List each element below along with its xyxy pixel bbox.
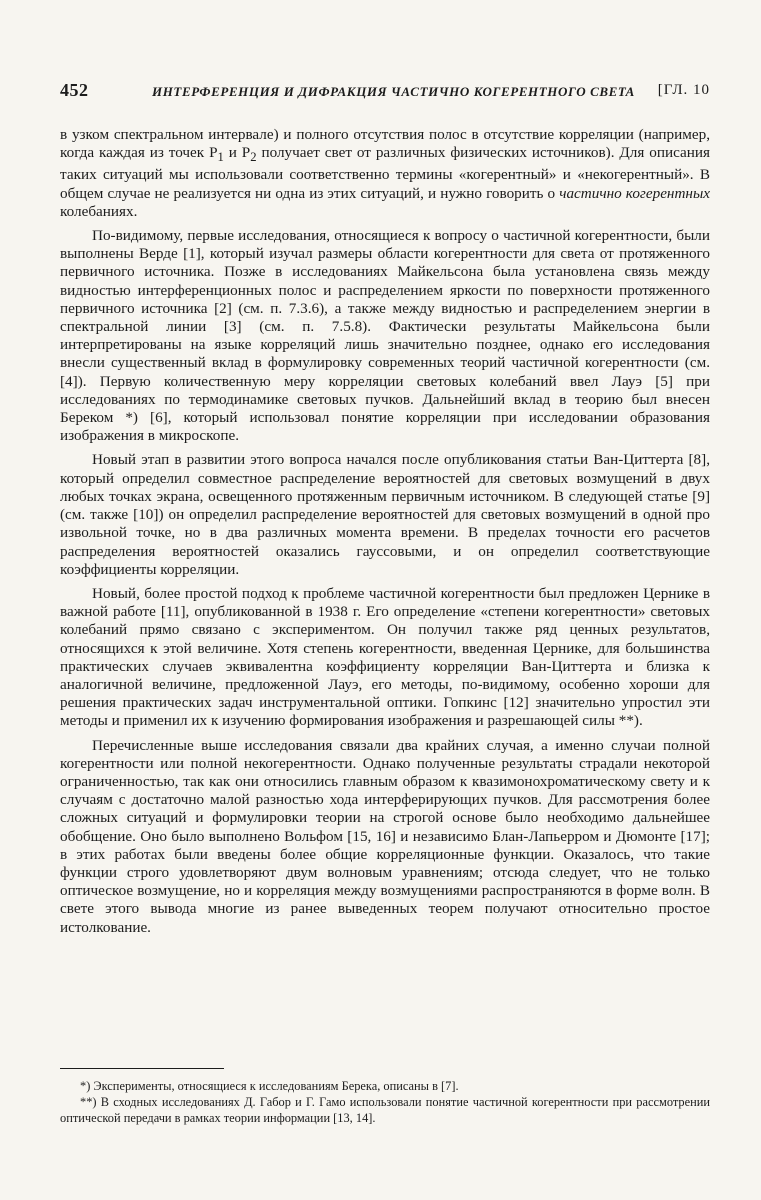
- running-title: ИНТЕРФЕРЕНЦИЯ И ДИФРАКЦИЯ ЧАСТИЧНО КОГЕРЕНТНОГО СВЕТА: [152, 84, 635, 99]
- page-header: [60, 80, 710, 104]
- paragraph-2: По-видимому, первые исследования, относящиеся к вопросу о частичной когерентности, были выполнены Верде [1], который изучал размеры области когерентности для света от протяженного первичного источника. Позже в исследованиях Майкельсона была установлена связь между видностью интерференционных полос и распределением яркости по поверхности протяженного первичного источника [2] (см. п. 7.3.6), а также между видностью и распределением энергии в спектральной линии [3] (см. п. 7.5.8). Фактически результаты Майкельсона были интерпретированы на языке корреляций лишь значительно позднее, однако его исследования внесли существенный вклад в формулировку современных теорий частичной когерентности (см. [4]). Первую количественную меру корреляции световых колебаний ввел Лауэ [5] при исследованиях по термодинамике световых пучков. Дальнейший вклад в теорию был внесен Береком *) [6], который использовал понятие корреляции при исследовании образования изображения в микроскопе.: [60, 227, 710, 445]
- paragraph-1-text-d: колебаниях.: [60, 202, 138, 220]
- chapter-label: [ГЛ. 10: [657, 82, 710, 98]
- paragraph-1: [60, 126, 710, 221]
- page-number: 452: [60, 80, 89, 100]
- main-text: [60, 126, 710, 937]
- subscript-2: 2: [250, 150, 257, 165]
- paragraph-1-text-a: в узком спектральном интервале) и полного отсутствия полос в отсутствие корреляции (например, когда каждая из точек P: [60, 126, 710, 162]
- footnote-2: **) В сходных исследованиях Д. Габор и Г. Гамо использовали понятие частичной когерентности при рассмотрении оптической передачи в рамках теории информации [13, 14].: [60, 1095, 710, 1125]
- paragraph-3: Новый этап в развитии этого вопроса начался после опубликования статьи Ван-Циттерта [8], который определил совместное распределение вероятностей для световых возмущений в двух любых точках экрана, освещенного протяженным первичным источником. В следующей статье [9] (см. также [10]) он определил распределение вероятностей для световых возмущений в одной про извольной точке, но в два различных момента времени. В пределах точности его расчетов распределения вероятностей оказались гауссовыми, и он определил соответствующие коэффициенты корреляции.: [60, 451, 710, 578]
- paragraph-1-text-b: и P: [223, 144, 251, 162]
- footnote-1: *) Эксперименты, относящиеся к исследованиям Берека, описаны в [7].: [80, 1079, 459, 1093]
- footnote-divider: [60, 1068, 224, 1069]
- paragraph-1-text-c: получает свет от различных физических источников). Для описания таких ситуаций мы использовали соответственно термины «когерентный» и «некогерентный». В общем случае не реализуется ни одна из этих ситуаций, и нужно говорить о: [60, 144, 711, 202]
- paragraph-4: Новый, более простой подход к проблеме частичной когерентности был предложен Цернике в важной работе [11], опубликованной в 1938 г. Его определение «степени когерентности» световых колебаний прямо связано с экспериментом. Он получил также ряд ценных результатов, относящихся к этой величине. Хотя степень когерентности, введенная Цернике, для большинства практических случаев эквивалентна коэффициенту корреляции Ван-Циттерта и близка к аналогичной величине, предложенной Лауэ, его методы, по-видимому, особенно хороши для решения практических задач инструментальной оптики. Гопкинс [12] значительно упростил эти методы и применил их к изучению формирования изображения и разрешающей силы **).: [60, 584, 710, 730]
- paragraph-1-emphasis: частично когерентных: [559, 184, 710, 202]
- subscript-1: 1: [217, 150, 224, 165]
- footnotes: [60, 1078, 710, 1126]
- paragraph-5: Перечисленные выше исследования связали два крайних случая, а именно случаи полной когерентности или полной некогерентности. Однако полученные результаты страдали некоторой ограниченностью, так как они относились главным образом к квазимонохроматическому свету и к случаям с достаточно малой разностью хода интерферирующих пучков. Для рассмотрения более сложных ситуаций и формулировки теории на строгой основе было необходимо дальнейшее обобщение. Оно было выполнено Вольфом [15, 16] и независимо Блан-Лапьерром и Дюмонте [17]; в этих работах были введены более общие корреляционные функции. Оказалось, что такие функции строго удовлетворяют двум волновым уравнениям; отсюда следует, что не только оптическое возмущение, но и корреляция между возмущениями распространяются в форме волн. В свете этого вывода многие из ранее выведенных теорем получают относительно простое истолкование.: [60, 736, 710, 936]
